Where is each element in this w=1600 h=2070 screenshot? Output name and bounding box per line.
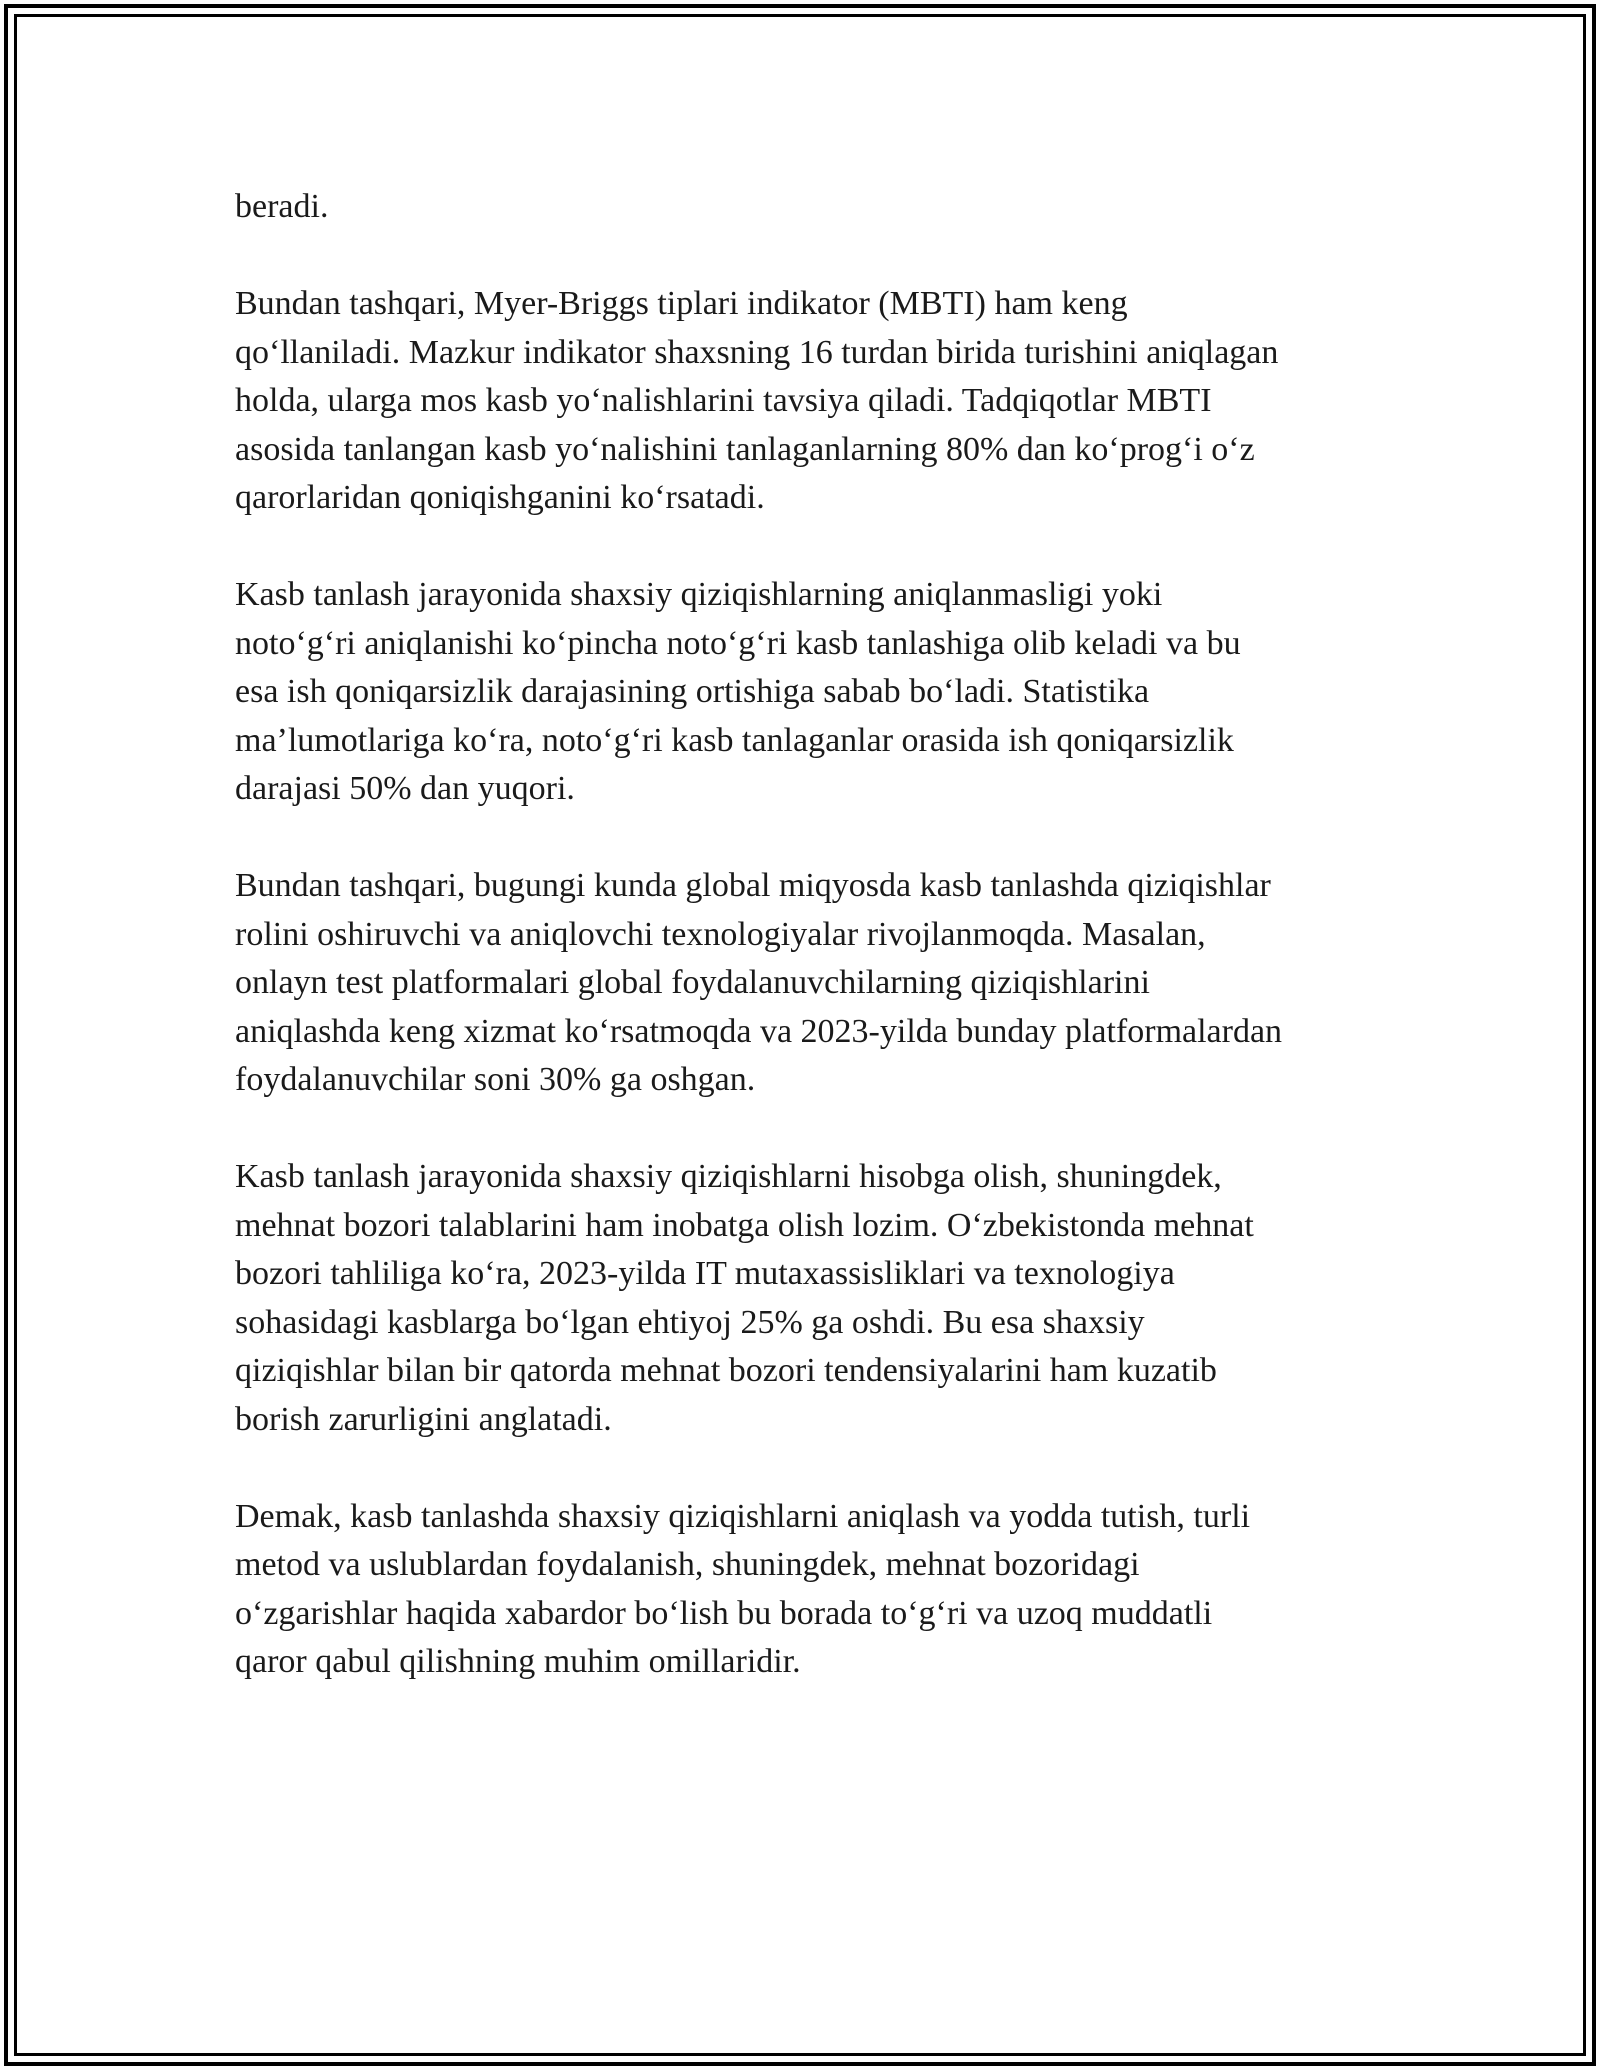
text-line: mehnat bozori talablarini ham inobatga olish lozim. O‘zbekistonda mehnat: [235, 1206, 1254, 1244]
text-line: qarorlaridan qoniqishganini ko‘rsatadi.: [235, 479, 765, 516]
text-line: Bundan tashqari, bugungi kunda global miqyosda kasb tanlashda qiziqishlar: [235, 867, 1271, 904]
text-line: holda, ularga mos kasb yo‘nalishlarini tavsiya qiladi. Tadqiqotlar MBTI: [235, 382, 1212, 419]
text-line: noto‘g‘ri aniqlanishi ko‘pincha noto‘g‘ri kasb tanlashiga olib keladi va bu: [235, 624, 1241, 662]
text-line: rolini oshiruvchi va aniqlovchi texnologiyalar rivojlanmoqda. Masalan,: [235, 915, 1206, 953]
text-line: qo‘llaniladi. Mazkur indikator shaxsning 16 turdan birida turishini aniqlagan: [235, 333, 1279, 371]
text-line: ma’lumotlariga ko‘ra, noto‘g‘ri kasb tanlaganlar orasida ish qoniqarsizlik: [235, 721, 1234, 759]
text-line: bozori tahliliga ko‘ra, 2023-yilda IT mutaxassisliklari va texnologiya: [235, 1255, 1175, 1292]
paragraph: [235, 1493, 1385, 1687]
text-line: metod va uslublardan foydalanish, shuningdek, mehnat bozoridagi: [235, 1546, 1140, 1583]
text-line: asosida tanlangan kasb yo‘nalishini tanlaganlarning 80% dan ko‘prog‘i o‘z: [235, 430, 1255, 468]
text-line: aniqlashda keng xizmat ko‘rsatmoqda va 2023-yilda bunday platformalardan: [235, 1012, 1283, 1050]
paragraph: [235, 571, 1385, 814]
text-line: onlayn test platformalari global foydalanuvchilarning qiziqishlarini: [235, 964, 1150, 1001]
text-line: qiziqishlar bilan bir qatorda mehnat bozori tendensiyalarini ham kuzatib: [235, 1352, 1217, 1389]
text-line: qaror qabul qilishning muhim omillaridir.: [235, 1643, 801, 1680]
text-line: Demak, kasb tanlashda shaxsiy qiziqishlarni aniqlash va yodda tutish, turli: [235, 1497, 1251, 1535]
text-line: Kasb tanlash jarayonida shaxsiy qiziqishlarni hisobga olish, shuningdek,: [235, 1158, 1222, 1195]
text-line: Bundan tashqari, Myer-Briggs tiplari indikator (MBTI) ham keng: [235, 285, 1128, 322]
text-line: Kasb tanlash jarayonida shaxsiy qiziqishlarning aniqlanmasligi yoki: [235, 576, 1163, 613]
paragraph: [235, 1153, 1385, 1444]
text-line: sohasidagi kasblarga bo‘lgan ehtiyoj 25% ga oshdi. Bu esa shaxsiy: [235, 1303, 1145, 1341]
paragraph: [235, 183, 1385, 232]
text-line: borish zarurligini anglatadi.: [235, 1400, 612, 1438]
text-line: esa ish qoniqarsizlik darajasining ortishiga sabab bo‘ladi. Statistika: [235, 673, 1150, 710]
text-line: foydalanuvchilar soni 30% ga oshgan.: [235, 1061, 756, 1098]
text-line: darajasi 50% dan yuqori.: [235, 770, 575, 807]
text-line: o‘zgarishlar haqida xabardor bo‘lish bu borada to‘g‘ri va uzoq muddatli: [235, 1594, 1213, 1632]
text-line: beradi.: [235, 188, 329, 225]
paragraph: [235, 280, 1385, 523]
paragraph: [235, 862, 1385, 1105]
document-body: [235, 183, 1385, 1735]
